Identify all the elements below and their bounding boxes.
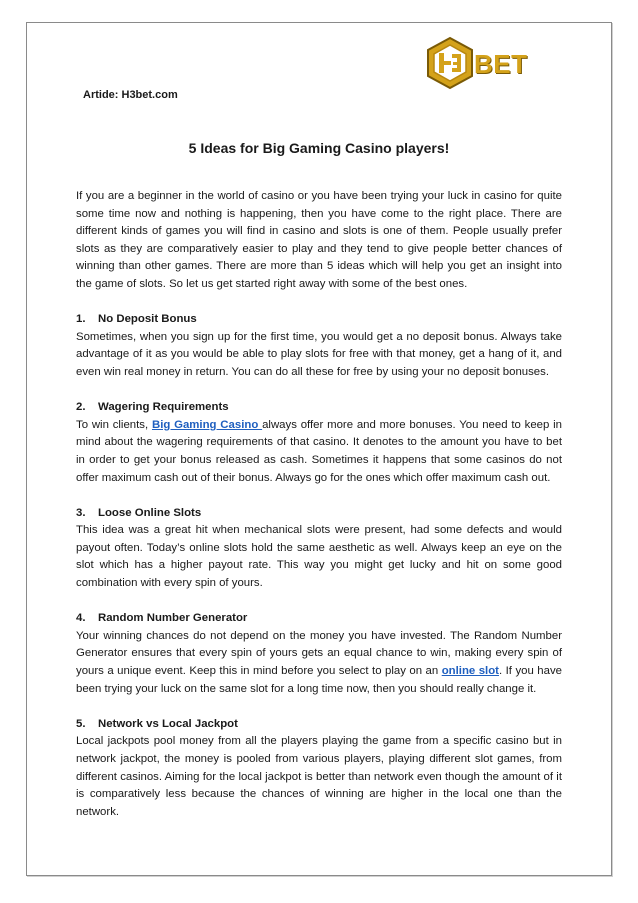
section-title: Random Number Generator — [98, 612, 248, 625]
online-slot-link[interactable]: online slot — [441, 665, 499, 678]
body-text: Your winning chances do not depend on the money you have invested. The Random Number Generator ensures that every spin of yours gets an equal chance to win, making every spin of yours a unique event. Keep this in mind before you select to play on an — [76, 629, 562, 678]
intro-paragraph: If you are a beginner in the world of casino or you have been trying your luck in casino for quite some time now and nothing is happening, then you have come to the right place. There are different kinds of games you will find in casino and slots is one of them. People usually prefer slots as they are comparatively easier to play and they tend to give people better chances of winning than other games. There are more than 5 ideas which will help you get an insight into the game of slots. So let us get started right away with some of the best ones. — [76, 190, 562, 290]
page-title: 5 Ideas for Big Gaming Casino players! — [188, 140, 450, 156]
section-wagering-requirements — [76, 399, 562, 487]
section-body: Local jackpots pool money from all the players playing the game from a specific casino but in network jackpot, the money is pooled from various players, playing different slot games, from different casinos. Aiming for the local jackpot is better than network even though the amount of it is comparatively less because the chances of winning are higher in the local one than the network. — [76, 735, 562, 818]
section-heading — [76, 610, 562, 628]
section-heading — [76, 716, 562, 734]
section-heading — [76, 399, 562, 417]
section-number: 1. — [76, 313, 86, 326]
section-title: Loose Online Slots — [98, 506, 202, 519]
section-title: No Deposit Bonus — [98, 313, 197, 326]
section-heading — [76, 505, 562, 523]
article-body — [76, 188, 562, 839]
section-number: 5. — [76, 717, 86, 730]
body-text: . If you have been trying your luck on the same slot for a long time now, then you should really change it. — [76, 665, 562, 695]
big-gaming-casino-link[interactable]: Big Gaming Casino — [151, 418, 263, 431]
section-no-deposit-bonus — [76, 311, 562, 381]
section-title: Network vs Local Jackpot — [98, 717, 238, 730]
section-body — [76, 628, 562, 698]
article-source-label: Artide: H3bet.com — [83, 89, 178, 101]
section-network-vs-local-jackpot — [76, 716, 562, 822]
section-random-number-generator — [76, 610, 562, 698]
section-body: Sometimes, when you sign up for the first time, you would get a no deposit bonus. Always take advantage of it as you would be able to play slots for free with that money, get a hang of it, and even win real money in return. You can do all these for free by using your no deposit bonuses. — [76, 330, 562, 378]
section-number: 3. — [76, 506, 86, 519]
section-number: 2. — [76, 401, 86, 414]
body-text: To win clients, — [76, 418, 152, 431]
section-title: Wagering Requirements — [98, 401, 229, 414]
section-number: 4. — [76, 612, 86, 625]
body-text: always offer more and more bonuses. You need to keep in mind about the wagering requirements of that casino. It denotes to the amount you have to bet in order to get your bonus released as cash. Sometimes it happens that some casinos do not offer maximum cash out of their bonus. Always go for the ones which offer maximum cash out. — [76, 418, 563, 484]
section-body: This idea was a great hit when mechanical slots were present, had some defects and would payout often. Today’s online slots hold the same aesthetic as well. Always keep an eye on the slot which has a higher payout rate. This way you might get lucky and hit on some good combination with every spin of yours. — [76, 524, 562, 590]
section-body — [76, 417, 562, 487]
logo-wordmark: BET — [474, 49, 528, 79]
section-heading — [76, 311, 562, 329]
section-loose-online-slots — [76, 505, 562, 593]
